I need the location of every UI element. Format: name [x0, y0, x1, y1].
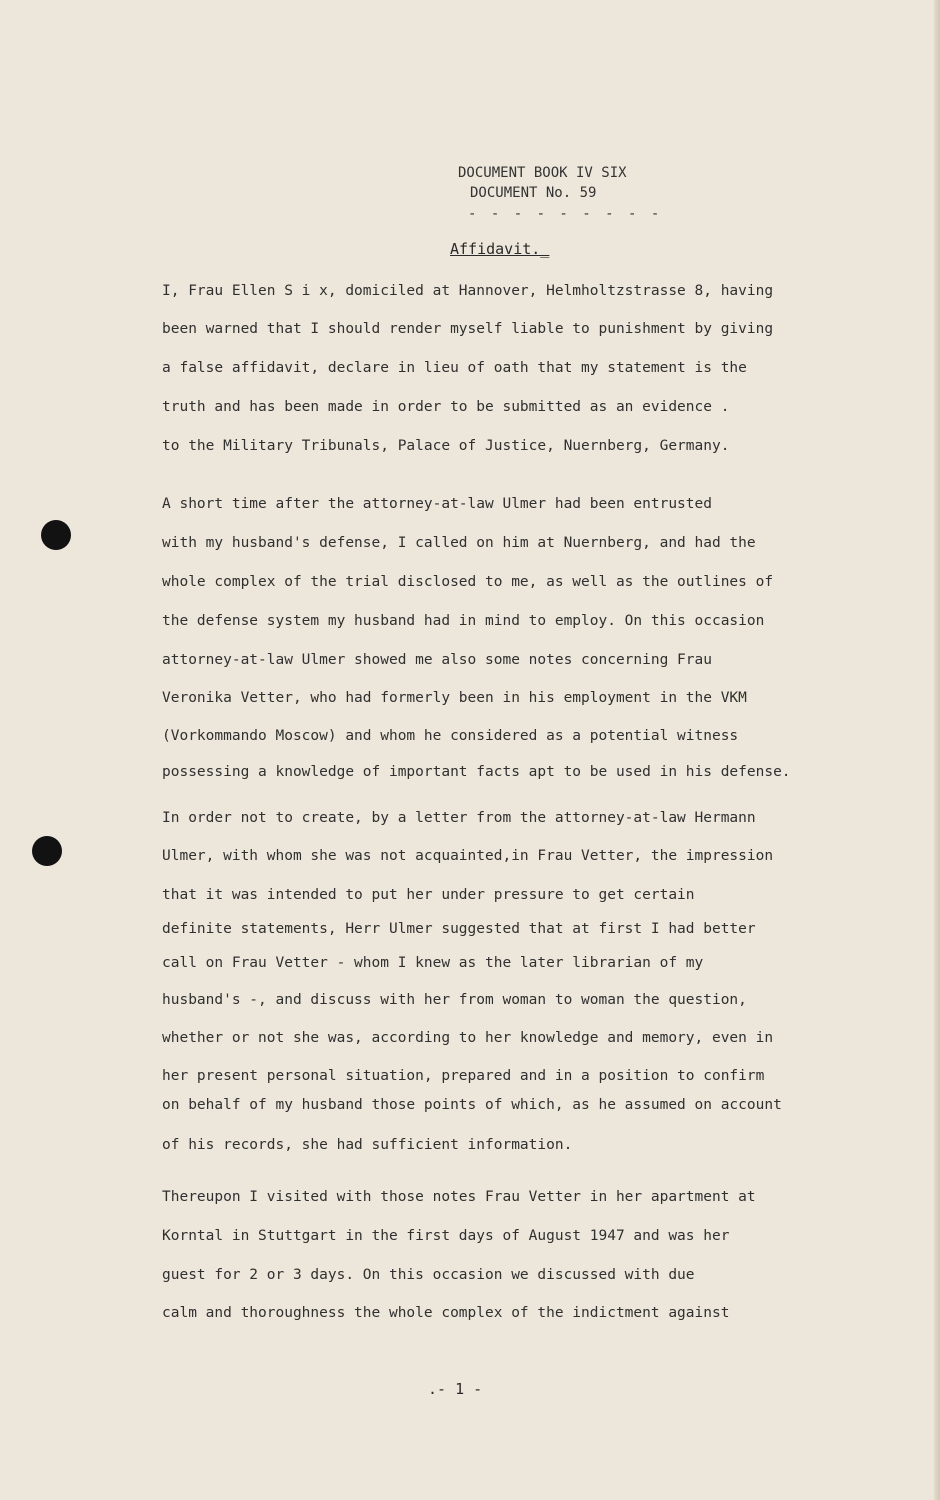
p1-line-4: truth and has been made in order to be submitted as an evidence .	[162, 399, 730, 415]
header-separator: - - - - - - - - -	[468, 206, 663, 222]
p3-line-7: whether or not she was, according to her knowledge and memory, even in	[162, 1030, 774, 1046]
document-number-header: DOCUMENT No. 59	[470, 185, 597, 201]
punch-hole-bottom	[32, 836, 62, 866]
p3-line-10: of his records, she had sufficient information.	[162, 1137, 573, 1153]
p2-line-8: possessing a knowledge of important facts apt to be used in his defense.	[162, 764, 791, 780]
p1-line-3: a false affidavit, declare in lieu of oath that my statement is the	[162, 360, 747, 376]
p2-line-1: A short time after the attorney-at-law Ulmer had been entrusted	[162, 496, 712, 512]
p1-line-1: I, Frau Ellen S i x, domiciled at Hannover, Helmholtzstrasse 8, having	[162, 283, 774, 299]
p4-line-2: Korntal in Stuttgart in the first days of August 1947 and was her	[162, 1228, 730, 1244]
document-book-header: DOCUMENT BOOK IV SIX	[458, 165, 627, 181]
p1-line-5: to the Military Tribunals, Palace of Justice, Nuernberg, Germany.	[162, 438, 730, 454]
p3-line-1: In order not to create, by a letter from the attorney-at-law Hermann	[162, 810, 756, 826]
p3-line-4: definite statements, Herr Ulmer suggested that at first I had better	[162, 921, 756, 937]
affidavit-title: Affidavit._	[450, 240, 550, 258]
p3-line-6: husband's -, and discuss with her from woman to woman the question,	[162, 992, 747, 1008]
page-number: .- 1 -	[428, 1380, 483, 1398]
p2-line-4: the defense system my husband had in mind to employ. On this occasion	[162, 613, 765, 629]
p4-line-1: Thereupon I visited with those notes Frau Vetter in her apartment at	[162, 1189, 756, 1205]
p2-line-6: Veronika Vetter, who had formerly been in his employment in the VKM	[162, 690, 747, 706]
p2-line-7: (Vorkommando Moscow) and whom he considered as a potential witness	[162, 728, 739, 744]
p3-line-9: on behalf of my husband those points of which, as he assumed on account	[162, 1097, 782, 1113]
punch-hole-top	[41, 520, 71, 550]
p2-line-2: with my husband's defense, I called on him at Nuernberg, and had the	[162, 535, 756, 551]
p3-line-5: call on Frau Vetter - whom I knew as the later librarian of my	[162, 955, 704, 971]
p3-line-3: that it was intended to put her under pressure to get certain	[162, 887, 695, 903]
p1-line-2: been warned that I should render myself liable to punishment by giving	[162, 321, 774, 337]
p2-line-5: attorney-at-law Ulmer showed me also some notes concerning Frau	[162, 652, 712, 668]
p3-line-8: her present personal situation, prepared and in a position to confirm	[162, 1068, 765, 1084]
p4-line-3: guest for 2 or 3 days. On this occasion we discussed with due	[162, 1267, 695, 1283]
p3-line-2: Ulmer, with whom she was not acquainted,in Frau Vetter, the impression	[162, 848, 774, 864]
page-edge	[934, 0, 940, 1500]
p2-line-3: whole complex of the trial disclosed to me, as well as the outlines of	[162, 574, 774, 590]
p4-line-4: calm and thoroughness the whole complex of the indictment against	[162, 1305, 730, 1321]
